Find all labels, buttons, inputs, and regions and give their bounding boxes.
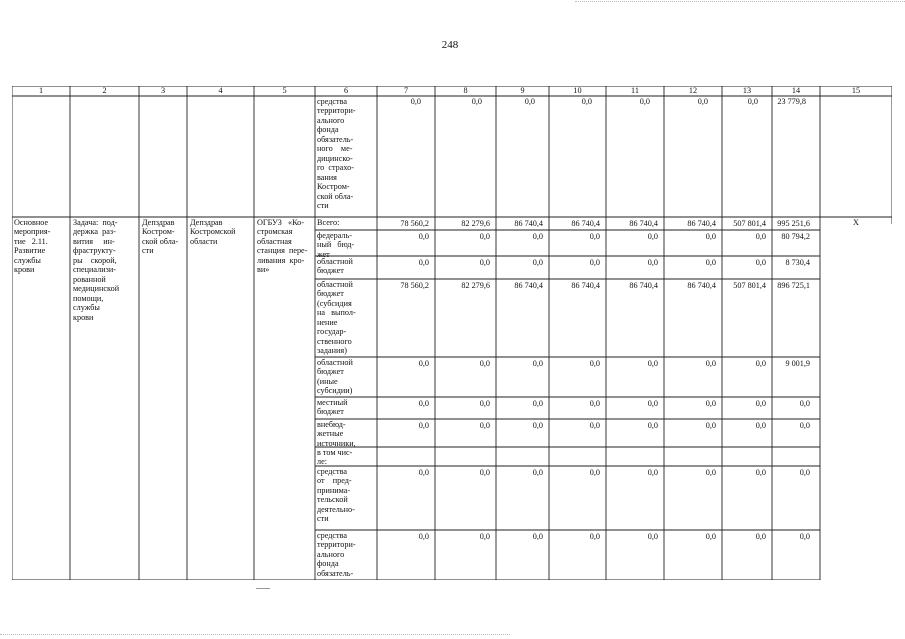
value-cell: 0,0	[479, 399, 490, 408]
header-number: 13	[742, 86, 752, 95]
funding-source-label: в том чис- ле:	[317, 448, 353, 467]
value-cell: 0,0	[581, 97, 592, 106]
value-cell: 0,0	[639, 97, 650, 106]
value-cell: 0,0	[471, 97, 482, 106]
value-cell: 86 740,4	[687, 281, 716, 290]
funding-source-label: федераль- ный бюд- жет	[317, 231, 355, 259]
value-cell: 0,0	[647, 359, 658, 368]
value-cell: 0,0	[647, 232, 658, 241]
value-cell: 9 001,9	[785, 359, 810, 368]
value-cell: 78 560,2	[400, 219, 429, 228]
header-number: 4	[218, 86, 223, 95]
value-cell: 0,0	[647, 421, 658, 430]
value-cell: 0,0	[755, 359, 766, 368]
value-cell: 0,0	[755, 468, 766, 477]
value-cell: 0,0	[418, 421, 429, 430]
value-cell: 82 279,6	[461, 281, 490, 290]
value-cell: 0,0	[479, 232, 490, 241]
measure-task: Задача: под- держка раз- вития ин- фраструкту- ры скорой, специализи- рованной медицинской помощи, службы крови	[73, 218, 120, 322]
header-number: 12	[688, 86, 698, 95]
header-number: 9	[520, 86, 525, 95]
funding-source-label: областной бюджет	[317, 257, 353, 276]
value-cell: 507 801,4	[733, 281, 766, 290]
value-cell: 896 725,1	[777, 281, 810, 290]
value-cell: 507 801,4	[733, 219, 766, 228]
value-cell: 86 740,4	[571, 219, 600, 228]
value-cell: 0,0	[589, 232, 600, 241]
value-cell: 0,0	[755, 232, 766, 241]
value-cell: 0,0	[697, 97, 708, 106]
value-cell: 0,0	[647, 532, 658, 541]
value-cell: 0,0	[418, 399, 429, 408]
value-cell: 80 794,2	[781, 232, 810, 241]
value-cell: 0,0	[755, 421, 766, 430]
measure-executor: Депздрав Костром- ской обла- сти	[142, 218, 179, 256]
value-cell: 0,0	[532, 468, 543, 477]
value-cell: 0,0	[589, 532, 600, 541]
value-cell: 0,0	[589, 399, 600, 408]
value-cell: 0,0	[479, 421, 490, 430]
value-cell: 23 779,8	[777, 97, 806, 106]
value-cell: 0,0	[532, 359, 543, 368]
value-cell: 0,0	[589, 468, 600, 477]
funding-source-label: внебюд- жетные источники,	[317, 420, 356, 448]
value-cell: 0,0	[418, 468, 429, 477]
funding-source-label: средства от пред- принима- тельской деятельно- сти	[317, 467, 355, 524]
value-cell: 86 740,4	[629, 281, 658, 290]
value-cell: 0,0	[418, 232, 429, 241]
header-number: 10	[573, 86, 582, 95]
column-15-mark: X	[853, 218, 859, 227]
header-number: 14	[791, 86, 801, 95]
header-number: 5	[282, 86, 287, 95]
funding-source-label: местный бюджет	[317, 398, 348, 417]
header-number: 7	[403, 86, 409, 95]
funding-source-label: Всего:	[317, 218, 340, 227]
header-number: 6	[343, 86, 349, 95]
measure-coexecutor: Депздрав Костромской области	[190, 218, 236, 246]
value-cell: 0,0	[532, 258, 543, 267]
value-cell: 86 740,4	[514, 281, 543, 290]
value-cell: 0,0	[532, 532, 543, 541]
funding-source-label: областной бюджет (субсидия на выпол- нение государ- ственного задания)	[317, 280, 356, 356]
funding-source-label: средства территори- ального фонда обязатель-	[317, 531, 356, 578]
value-cell: 86 740,4	[687, 219, 716, 228]
value-cell: 0,0	[647, 399, 658, 408]
value-cell: 995 251,6	[777, 219, 810, 228]
measure-participant: ОГБУЗ «Ко- стромская областная станция пере- ливания кро- ви»	[257, 218, 308, 275]
value-cell: 0,0	[479, 359, 490, 368]
header-number: 15	[851, 86, 861, 95]
value-cell: 0,0	[589, 421, 600, 430]
value-cell: 0,0	[647, 258, 658, 267]
value-cell: 0,0	[799, 468, 810, 477]
table-grid	[12, 86, 892, 580]
scan-edge-bottom	[0, 634, 510, 635]
value-cell: 0,0	[418, 359, 429, 368]
value-cell: 0,0	[479, 468, 490, 477]
value-cell: 0,0	[479, 532, 490, 541]
value-cell: 8 730,4	[785, 258, 810, 267]
header-number: 3	[160, 86, 166, 95]
page-number: 248	[441, 39, 459, 51]
measure-name: Основное мероприя- тие 2.11. Развитие службы крови	[14, 218, 51, 275]
header-number: 8	[463, 86, 468, 95]
value-cell: 0,0	[705, 421, 716, 430]
value-cell: 0,0	[532, 399, 543, 408]
value-cell: 0,0	[705, 258, 716, 267]
budget-table	[12, 86, 892, 580]
value-cell: 0,0	[524, 97, 535, 106]
value-cell: 0,0	[799, 421, 810, 430]
value-cell: 0,0	[479, 258, 490, 267]
funding-source-label: средства территори- ального фонда обязатель- ного ме- дицинско- го страхо- вания Костром- ской обла- сти	[317, 97, 356, 210]
value-cell: 86 740,4	[629, 219, 658, 228]
value-cell: 0,0	[418, 532, 429, 541]
scan-mark	[256, 588, 270, 589]
value-cell: 82 279,6	[461, 219, 490, 228]
value-cell: 0,0	[589, 258, 600, 267]
value-cell: 0,0	[418, 258, 429, 267]
value-cell: 0,0	[755, 399, 766, 408]
value-cell: 0,0	[799, 399, 810, 408]
scan-edge-top	[575, 1, 905, 2]
value-cell: 0,0	[705, 468, 716, 477]
value-cell: 0,0	[755, 532, 766, 541]
value-cell: 0,0	[705, 359, 716, 368]
header-number: 2	[102, 86, 107, 95]
value-cell: 78 560,2	[400, 281, 429, 290]
value-cell: 0,0	[532, 232, 543, 241]
value-cell: 0,0	[589, 359, 600, 368]
value-cell: 86 740,4	[514, 219, 543, 228]
funding-source-label: областной бюджет (иные субсидии)	[317, 358, 353, 396]
value-cell: 0,0	[705, 532, 716, 541]
value-cell: 0,0	[755, 258, 766, 267]
value-cell: 0,0	[799, 532, 810, 541]
value-cell: 0,0	[532, 421, 543, 430]
header-number: 1	[38, 86, 44, 95]
value-cell: 0,0	[647, 468, 658, 477]
header-number: 11	[631, 86, 639, 95]
value-cell: 0,0	[705, 232, 716, 241]
value-cell: 0,0	[747, 97, 758, 106]
value-cell: 0,0	[705, 399, 716, 408]
value-cell: 86 740,4	[571, 281, 600, 290]
value-cell: 0,0	[410, 97, 421, 106]
